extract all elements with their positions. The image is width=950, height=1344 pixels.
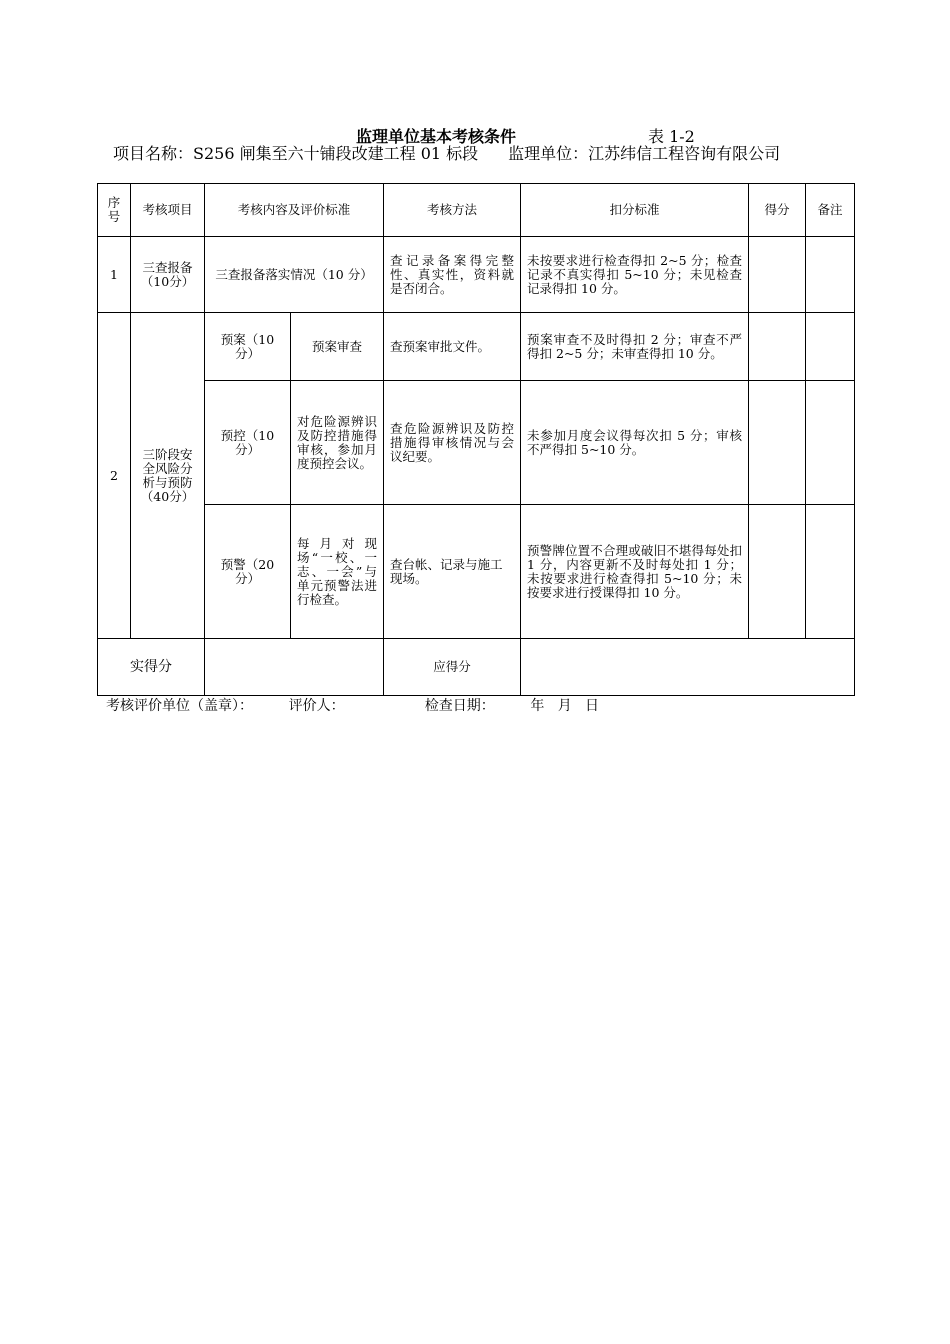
- row2-sub1-remark[interactable]: [806, 313, 855, 381]
- header-method: 考核方法: [384, 184, 521, 237]
- header-item: 考核项目: [131, 184, 205, 237]
- project-info-line: [97, 145, 853, 163]
- evaluator-label: 评价人：: [288, 698, 345, 714]
- row1-content: 三查报备落实情况（10 分）: [205, 237, 384, 313]
- header-score: 得分: [749, 184, 806, 237]
- header-deduction: 扣分标准: [521, 184, 749, 237]
- expected-score-label: 应得分: [384, 639, 521, 696]
- row2-sub1-category: 预案（10 分）: [205, 313, 291, 381]
- assessment-table: [97, 183, 855, 696]
- row2-sub1-score[interactable]: [749, 313, 806, 381]
- project-name: S256 闸集至六十铺段改建工程 01 标段: [193, 144, 479, 163]
- table-row: [98, 237, 855, 313]
- row2-sub1-method: 查预案审批文件。: [384, 313, 521, 381]
- row2-sub2-score[interactable]: [749, 381, 806, 505]
- actual-score-label: 实得分: [98, 639, 205, 696]
- table-header-row: [98, 184, 855, 237]
- row1-remark[interactable]: [806, 237, 855, 313]
- date-year: 年: [530, 698, 545, 714]
- date-month: 月: [557, 698, 572, 714]
- row1-deduction: 未按要求进行检查得扣 2~5 分；检查记录不真实得扣 5~10 分；未见检查记录得扣 10 分。: [521, 237, 749, 313]
- date-day: 日: [585, 698, 600, 714]
- row2-sub2-deduction: 未参加月度会议得每次扣 5 分；审核不严得扣 5~10 分。: [521, 381, 749, 505]
- date-label: 检查日期：: [424, 698, 495, 714]
- supervisor-label: 监理单位：: [508, 144, 589, 163]
- table-row: [98, 505, 855, 639]
- row2-sub1-content: 预案审查: [291, 313, 384, 381]
- table-row: [98, 313, 855, 381]
- total-row: [98, 639, 855, 696]
- supervisor-name: 江苏纬信工程咨询有限公司: [588, 144, 781, 163]
- row1-seq: 1: [98, 237, 131, 313]
- document-title: 监理单位基本考核条件: [356, 127, 517, 146]
- row2-sub3-score[interactable]: [749, 505, 806, 639]
- table-number: 表 1-2: [648, 127, 695, 146]
- project-label: 项目名称：: [113, 144, 194, 163]
- row2-sub3-content: 每月对现场“一校、一志、一会”与单元预警法进行检查。: [291, 505, 384, 639]
- expected-score-value[interactable]: [521, 639, 855, 696]
- row2-sub3-method: 查台帐、记录与施工现场。: [384, 505, 521, 639]
- row2-sub3-remark[interactable]: [806, 505, 855, 639]
- row2-sub2-content: 对危险源辨识及防控措施得审核，参加月度预控会议。: [291, 381, 384, 505]
- row2-sub2-category: 预控（10 分）: [205, 381, 291, 505]
- row2-sub2-remark[interactable]: [806, 381, 855, 505]
- row2-seq: 2: [98, 313, 131, 639]
- row1-item: 三查报备（10分）: [131, 237, 205, 313]
- row2-sub2-method: 查危险源辨识及防控措施得审核情况与会议纪要。: [384, 381, 521, 505]
- row2-sub3-deduction: 预警牌位置不合理或破旧不堪得每处扣 1 分，内容更新不及时每处扣 1 分；未按要求进行检查得扣 5~10 分；未按要求进行授课得扣 10 分。: [521, 505, 749, 639]
- row2-sub3-category: 预警（20 分）: [205, 505, 291, 639]
- row2-item: 三阶段安全风险分析与预防（40分）: [131, 313, 205, 639]
- row2-sub1-deduction: 预案审查不及时得扣 2 分；审查不严得扣 2~5 分；未审查得扣 10 分。: [521, 313, 749, 381]
- signature-line: [106, 695, 599, 715]
- actual-score-value[interactable]: [205, 639, 384, 696]
- row1-score[interactable]: [749, 237, 806, 313]
- row1-method: 查记录备案得完整性、真实性，资料就是否闭合。: [384, 237, 521, 313]
- header-content: 考核内容及评价标准: [205, 184, 384, 237]
- unit-label: 考核评价单位（盖章）：: [106, 698, 253, 714]
- header-remark: 备注: [806, 184, 855, 237]
- header-seq: 序号: [98, 184, 131, 237]
- table-row: [98, 381, 855, 505]
